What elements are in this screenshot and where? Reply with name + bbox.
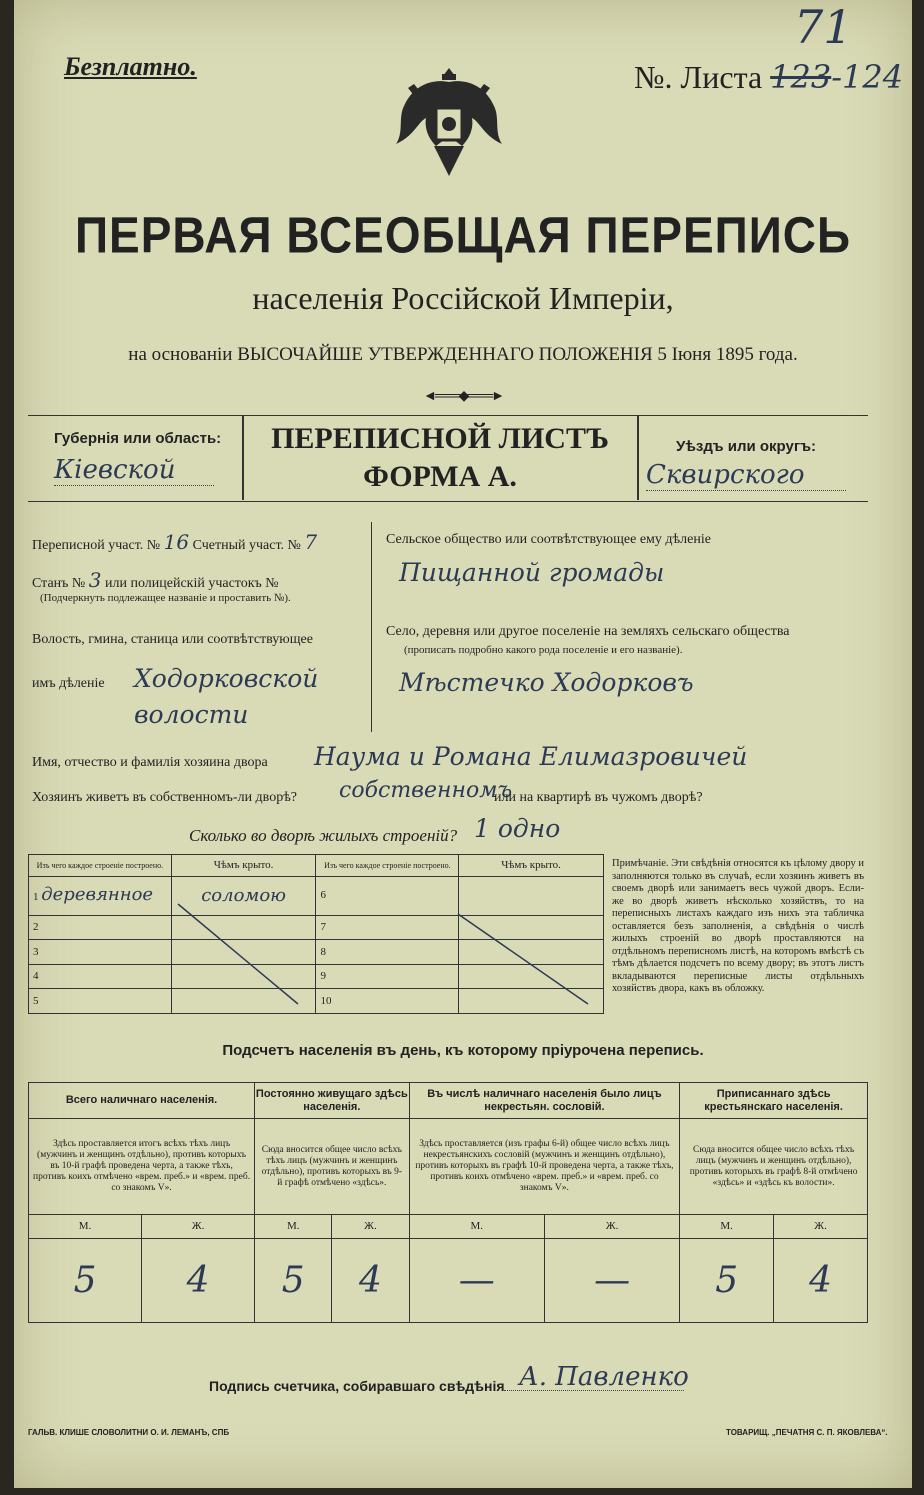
form-title-line1: ПЕРЕПИСНОЙ ЛИСТЪ	[271, 422, 609, 455]
stan-note: (Подчеркнуть подлежащее названіе и проставить №).	[40, 592, 291, 604]
row-number: 5	[29, 989, 172, 1014]
col-roof-header-2: Чѣмъ крыто.	[459, 855, 604, 877]
group-desc: Сюда вносится общее число всѣхъ тѣхъ лицъ (мужчинъ и женщинъ отдѣльно), противъ которыхъ въ графѣ 8-й отмѣчено «здѣсь» и «здѣсь къ волости».	[680, 1119, 868, 1215]
signature-label: Подпись счетчика, собиравшаго свѣдѣнія	[209, 1378, 505, 1394]
society-label: Сельское общество или соотвѣтствующее ему дѣленіе	[386, 532, 711, 547]
population-count-table	[28, 1082, 868, 1323]
total-female: 4	[142, 1239, 255, 1323]
volost-label: Волость, гмина, станица или соотвѣтствующее	[32, 632, 313, 647]
form-title-line2: ФОРМА А.	[363, 460, 517, 493]
col-roof-header: Чѣмъ крыто.	[171, 855, 316, 877]
ornament-divider: ◄═══◆═══►	[423, 389, 503, 404]
sheet-number-value: -124	[831, 58, 904, 96]
note-text: Примѣчаніе. Эти свѣдѣнія относятся къ цѣлому двору и заполняются только въ случаѣ, если хозяинъ живетъ въ своемъ дворѣ или занимаетъ весь чужой дворъ. Если-же во дворѣ живетъ нѣсколько хозяйствъ, то на переписныхъ листахъ каждаго изъ нихъ эта табличка оставляется безъ заполненія, а свѣдѣнія о числѣ жилыхъ строеній во дворѣ проставляются на отдѣльномъ переписномъ листѣ, на которомъ вмѣстѣ съ тѣмъ дѣлается подсчетъ по всему двору; въ этотъ листъ вкладываются переписные листы отдѣльныхъ хозяйствъ двора, какъ въ обложку.	[612, 858, 864, 994]
sheet-number: №. Листа 123-124	[634, 58, 904, 96]
non-peasant-female: —	[544, 1239, 679, 1323]
police-label: или полицейскій участокъ №	[104, 576, 279, 591]
row-number: 6	[316, 877, 459, 916]
lives-value: собственномъ	[339, 778, 513, 803]
counting-district-label: Счетный участ. №	[192, 538, 301, 553]
row-number: 10	[316, 989, 459, 1014]
village-label: Село, деревня или другое поселеніе на земляхъ сельскаго общества	[386, 624, 790, 639]
peasant-female: 4	[774, 1239, 868, 1323]
buildings-value: 1 одно	[474, 814, 561, 843]
page-title: ПЕРВАЯ ВСЕОБЩАЯ ПЕРЕПИСЬ	[74, 206, 852, 264]
m-header: М.	[409, 1215, 544, 1239]
double-headed-eagle-emblem	[374, 48, 524, 198]
group-title: Всего наличнаго населенія.	[29, 1083, 255, 1119]
resident-male: 5	[255, 1239, 332, 1323]
f-header: Ж.	[774, 1215, 868, 1239]
row-number: 1	[33, 890, 39, 903]
col-material-header-2: Изъ чего каждое строеніе построено.	[316, 855, 459, 877]
total-male: 5	[29, 1239, 142, 1323]
counting-district-value: 7	[304, 530, 318, 554]
non-peasant-male: —	[409, 1239, 544, 1323]
owner-value: Наума и Романа Елимазровичей	[314, 742, 748, 771]
resident-female: 4	[332, 1239, 409, 1323]
f-header: Ж.	[332, 1215, 409, 1239]
strike-lines	[28, 854, 604, 1014]
stan-label: Станъ №	[32, 576, 86, 591]
group-desc: Сюда вносится общее число всѣхъ тѣхъ лицъ (мужчинъ и женщинъ отдѣльно), противъ которыхъ въ 9-й графѣ отмѣчено «здѣсь».	[255, 1119, 410, 1215]
m-header: М.	[29, 1215, 142, 1239]
count-heading: Подсчетъ населенія въ день, къ которому пріурочена перепись.	[222, 1042, 704, 1059]
stan-value: 3	[88, 568, 102, 592]
volost-value-2: волости	[134, 700, 249, 729]
census-sheet	[14, 0, 912, 1488]
row1-roof: соломою	[171, 877, 316, 916]
corner-number: 71	[794, 0, 853, 54]
group-title: Въ числѣ наличнаго населенія было лицъ некрестьян. сословій.	[409, 1083, 680, 1119]
buildings-label: Сколько во дворѣ жилыхъ строеній?	[189, 826, 458, 845]
signature-value: А. Павленко	[519, 1362, 689, 1392]
f-header: Ж.	[142, 1215, 255, 1239]
free-label: Безплатно.	[64, 52, 197, 81]
footer-right: ТОВАРИЩ. „ПЕЧАТНЯ С. П. ЯКОВЛЕВА“.	[726, 1428, 888, 1437]
row-number: 2	[29, 915, 172, 940]
volost-label-2: имъ дѣленіе	[32, 676, 105, 691]
footer-left: ГАЛЬВ. КЛИШЕ СЛОВОЛИТНИ О. И. ЛЕМАНЪ, СПБ	[28, 1428, 230, 1437]
basis-text: на основаніи ВЫСОЧАЙШЕ УТВЕРЖДЕННАГО ПОЛОЖЕНІЯ 5 Іюня 1895 года.	[128, 344, 798, 365]
f-header: Ж.	[544, 1215, 679, 1239]
row1-material: деревянное	[41, 883, 154, 905]
group-title: Постоянно живущаго здѣсь населенія.	[255, 1083, 410, 1119]
gubernia-label: Губернія или область:	[54, 430, 222, 447]
col-material-header: Изъ чего каждое строеніе построено.	[29, 855, 172, 877]
peasant-male: 5	[680, 1239, 774, 1323]
m-header: М.	[680, 1215, 774, 1239]
census-district-value: 16	[163, 530, 190, 554]
uezd-label: Уѣздъ или округъ:	[676, 438, 817, 455]
row-number: 7	[316, 915, 459, 940]
uezd-value: Сквирского	[646, 460, 846, 491]
gubernia-value: Кiевской	[54, 455, 214, 486]
village-note: (прописать подробно какого рода поселеніе и его названіе).	[404, 644, 683, 656]
row-number: 9	[316, 964, 459, 989]
village-value: Мѣстечко Ходорковъ	[399, 668, 694, 697]
page-subtitle: населенія Россійской Имперіи,	[252, 280, 674, 316]
owner-label: Имя, отчество и фамилія хозяина двора	[32, 755, 268, 770]
society-value: Пищанной громады	[399, 558, 665, 587]
census-district-label: Переписной участ. №	[32, 538, 161, 553]
row-number: 8	[316, 940, 459, 965]
group-title: Приписаннаго здѣсь крестьянскаго населенія.	[680, 1083, 868, 1119]
group-desc: Здѣсь проставляется (изъ графы 6-й) общее число всѣхъ лицъ некрестьянскихъ сословій (мужчинъ и женщинъ отдѣльно), противъ которыхъ въ графѣ 10-й проведена черта, а также тѣхъ, противъ коихъ отмѣчено «врем. преб.» и «врем. преб. со знакомъ V».	[409, 1119, 680, 1215]
row-number: 3	[29, 940, 172, 965]
lives-label: Хозяинъ живетъ въ собственномъ-ли дворѣ?	[32, 790, 298, 805]
sheet-number-label: №. Листа	[634, 59, 763, 95]
volost-value: Ходорковской	[134, 664, 319, 693]
m-header: М.	[255, 1215, 332, 1239]
group-desc: Здѣсь проставляется итогъ всѣхъ тѣхъ лицъ (мужчинъ и женщинъ отдѣльно), противъ которыхъ въ 10-й графѣ проведена черта, а также тѣхъ, противъ коихъ отмѣчено «врем. преб.» и «врем. преб. со знакомъ V».	[29, 1119, 255, 1215]
row-number: 4	[29, 964, 172, 989]
lives-label-2: или на квартирѣ въ чужомъ дворѣ?	[494, 790, 703, 805]
